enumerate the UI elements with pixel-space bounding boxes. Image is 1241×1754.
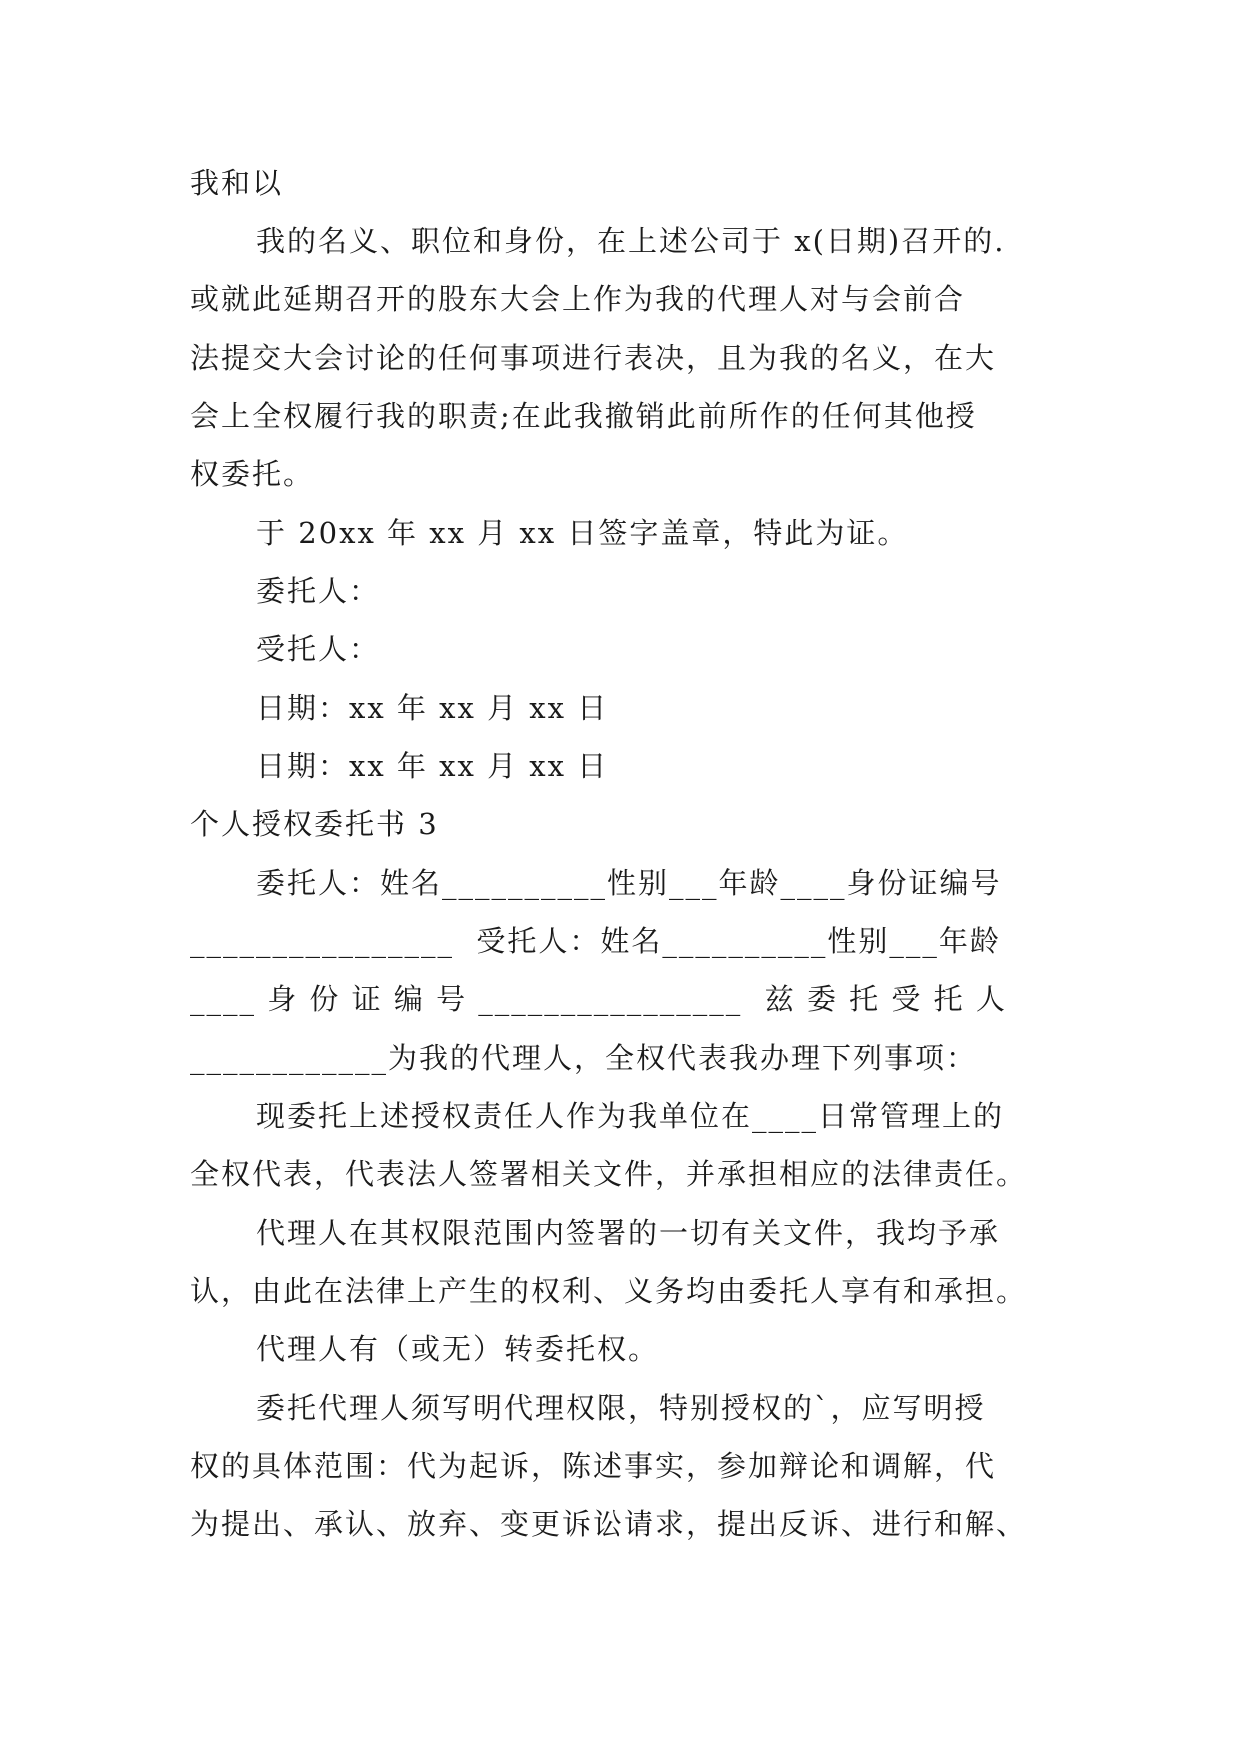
text-line: ____ 身 份 证 编 号 ________________ 兹 委 托 受 托 人: [190, 982, 1007, 1016]
text-line: 或就此延期召开的股东大会上作为我的代理人对与会前合: [190, 282, 966, 316]
text-line: 委托人：姓名__________性别___年龄____身份证编号: [256, 866, 1002, 900]
text-line: 受托人：: [256, 632, 381, 666]
text-line: 我的名义、职位和身份，在上述公司于 x(日期)召开的.: [256, 224, 1006, 258]
text-line: 于 20xx 年 xx 月 xx 日签字盖章，特此为证。: [256, 516, 909, 550]
text-line: 权委托。: [190, 457, 315, 491]
text-line: 委托代理人须写明代理权限，特别授权的`，应写明授: [256, 1391, 986, 1425]
text-line: 权的具体范围：代为起诉，陈述事实，参加辩论和调解，代: [190, 1449, 997, 1483]
text-line: 法提交大会讨论的任何事项进行表决，且为我的名义，在大: [190, 341, 997, 375]
text-line: ________________ 受托人：姓名__________性别___年龄: [190, 924, 1001, 958]
section-heading: 个人授权委托书 3: [190, 807, 439, 841]
text-line: 代理人有（或无）转委托权。: [256, 1332, 660, 1366]
text-line: ____________为我的代理人，全权代表我办理下列事项：: [190, 1041, 978, 1075]
text-line: 日期：xx 年 xx 月 xx 日: [256, 749, 609, 783]
text-line: 日期：xx 年 xx 月 xx 日: [256, 691, 609, 725]
text-line: 委托人：: [256, 574, 381, 608]
text-line: 会上全权履行我的职责;在此我撤销此前所作的任何其他授: [190, 399, 977, 433]
text-line: 我和以: [190, 166, 284, 200]
text-line: 认，由此在法律上产生的权利、义务均由委托人享有和承担。: [190, 1274, 1028, 1308]
text-line: 代理人在其权限范围内签署的一切有关文件，我均予承: [256, 1216, 1001, 1250]
text-line: 现委托上述授权责任人作为我单位在____日常管理上的: [256, 1099, 1005, 1133]
text-line: 为提出、承认、放弃、变更诉讼请求，提出反诉、进行和解、: [190, 1507, 1028, 1541]
text-line: 全权代表，代表法人签署相关文件，并承担相应的法律责任。: [190, 1157, 1028, 1191]
